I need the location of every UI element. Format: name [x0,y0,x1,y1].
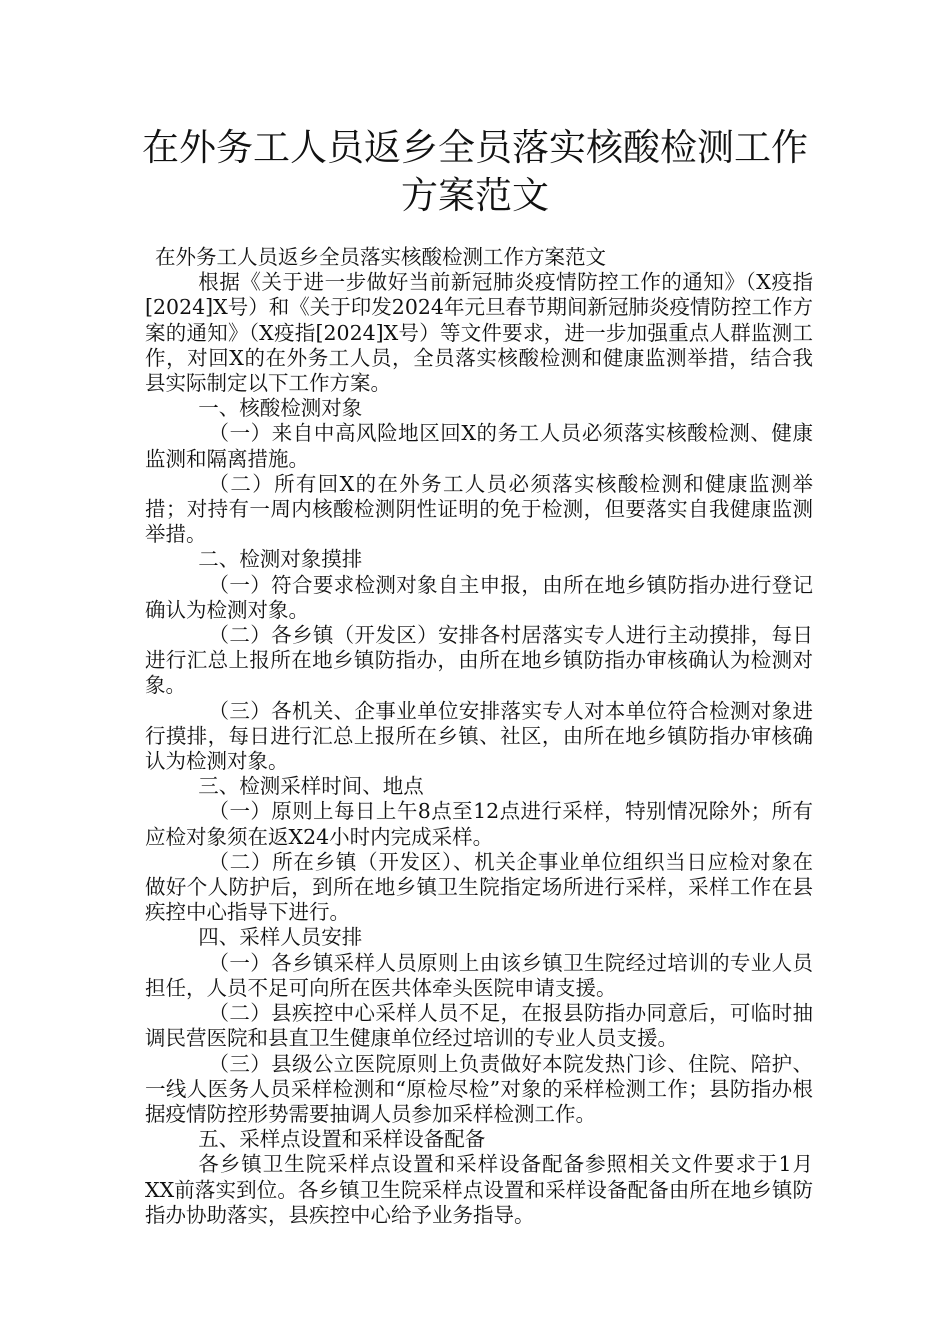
section-paragraph: 各乡镇卫生院采样点设置和采样设备配备参照相关文件要求于1月XX前落实到位。各乡镇卫生院采样点设置和采样设备配备由所在地乡镇防指办协助落实，县疾控中心给予业务指导。 [145,1152,813,1227]
title-line-2: 方案范文 [401,174,549,217]
section-paragraph: （三）县级公立医院原则上负责做好本院发热门诊、住院、陪护、一线人医务人员采样检测和“原检尽检”对象的采样检测工作；县防指办根据疫情防控形势需要抽调人员参加采样检测工作。 [145,1051,813,1126]
document-title [80,124,870,220]
document-body [145,245,813,1228]
section-heading: 三、检测采样时间、地点 [198,774,424,799]
title-line-1: 在外务工人员返乡全员落实核酸检测工作 [142,126,808,169]
intro-paragraph: 根据《关于进一步做好当前新冠肺炎疫情防控工作的通知》（X疫指[2024]X号）和《关于印发2024年元旦春节期间新冠肺炎疫情防控工作方案的通知》（X疫指[2024]X号）等文件要求，进一步加强重点人群监测工作，对回X的在外务工人员，全员落实核酸检测和健康监测举措，结合我县实际制定以下工作方案。 [145,270,813,396]
section-paragraph: （二）所有回X的在外务工人员必须落实核酸检测和健康监测举措；对持有一周内核酸检测阴性证明的免于检测，但要落实自我健康监测举措。 [145,471,813,547]
section-heading: 一、核酸检测对象 [198,396,363,421]
section-heading: 四、采样人员安排 [198,925,363,950]
section-paragraph: （二）所在乡镇（开发区）、机关企事业单位组织当日应检对象在做好个人防护后，到所在地乡镇卫生院指定场所进行采样，采样工作在县疾控中心指导下进行。 [145,849,813,925]
section-paragraph: （一）各乡镇采样人员原则上由该乡镇卫生院经过培训的专业人员担任，人员不足可向所在医共体牵头医院申请支援。 [145,950,813,1000]
section-paragraph: （二）县疾控中心采样人员不足，在报县防指办同意后，可临时抽调民营医院和县直卫生健康单位经过培训的专业人员支援。 [145,1001,813,1051]
section-paragraph: （一）符合要求检测对象自主申报，由所在地乡镇防指办进行登记确认为检测对象。 [145,572,813,622]
section-paragraph: （三）各机关、企事业单位安排落实专人对本单位符合检测对象进行摸排，每日进行汇总上报所在乡镇、社区，由所在地乡镇防指办审核确认为检测对象。 [145,698,813,774]
section-paragraph: （一）来自中高风险地区回X的务工人员必须落实核酸检测、健康监测和隔离措施。 [145,421,813,471]
section-heading: 五、采样点设置和采样设备配备 [198,1127,486,1152]
section-paragraph: （二）各乡镇（开发区）安排各村居落实专人进行主动摸排，每日进行汇总上报所在地乡镇防指办，由所在地乡镇防指办审核确认为检测对象。 [145,623,813,698]
section-paragraph: （一）原则上每日上午8点至12点进行采样，特别情况除外；所有应检对象须在返X24小时内完成采样。 [145,799,813,849]
section-heading: 二、检测对象摸排 [198,547,363,572]
document-subtitle: 在外务工人员返乡全员落实核酸检测工作方案范文 [155,245,606,269]
